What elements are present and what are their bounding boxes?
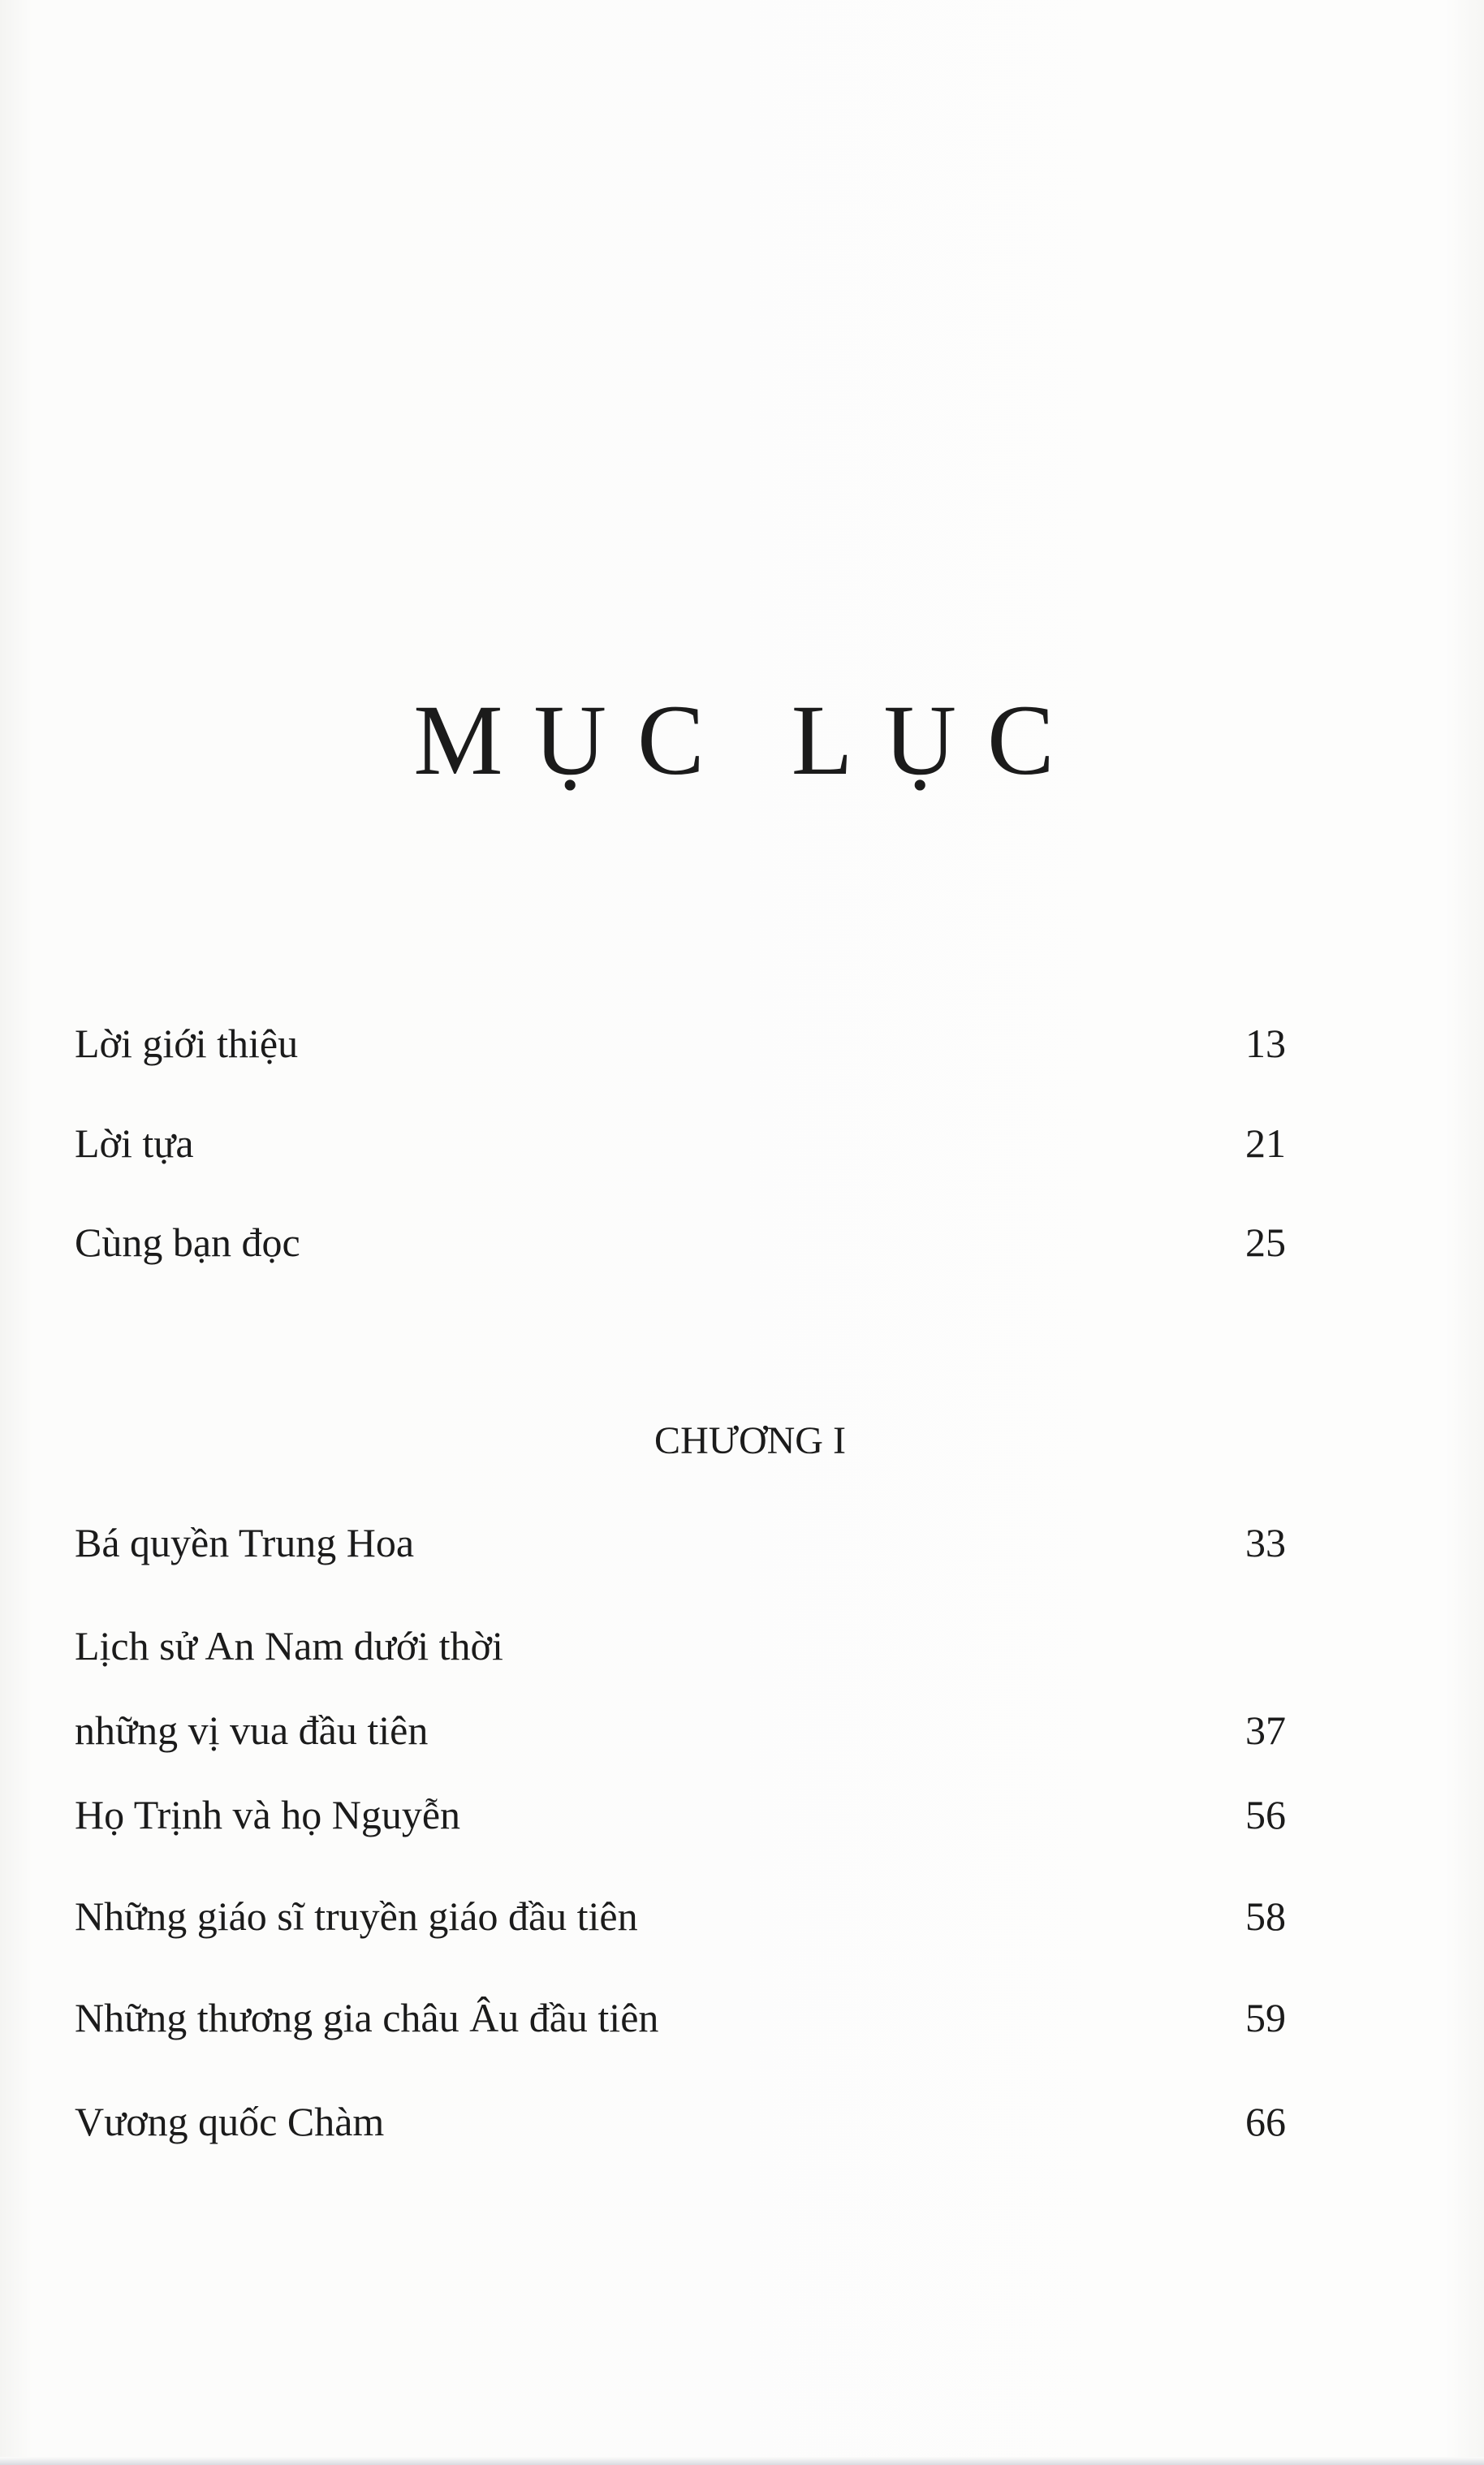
toc-entry-label: Những giáo sĩ truyền giáo đầu tiên [75, 1893, 638, 1939]
toc-entry [75, 1993, 1286, 2042]
chapter-heading: CHƯƠNG I [654, 1419, 846, 1462]
toc-entry-page: 56 [1245, 1792, 1286, 1837]
toc-entry [75, 1790, 1286, 1839]
toc-entry [75, 1604, 1286, 1772]
toc-entry-page: 59 [1245, 1995, 1286, 2040]
toc-entry-page: 33 [1245, 1520, 1286, 1565]
toc-entry [75, 1218, 1286, 1267]
toc-entry-label: Lời giới thiệu [75, 1021, 299, 1066]
page-bottom-edge [0, 2457, 1484, 2465]
toc-entry-label [75, 1604, 503, 1772]
toc-entry [75, 1019, 1286, 1068]
toc-entry-page: 66 [1245, 2099, 1286, 2144]
toc-entry-page: 58 [1245, 1893, 1286, 1939]
toc-entry-page: 37 [1245, 1707, 1286, 1753]
toc-entry-page: 13 [1245, 1021, 1286, 1066]
toc-entry-page: 21 [1245, 1120, 1286, 1166]
toc-entry-label-line1: Lịch sử An Nam dưới thời [75, 1623, 503, 1669]
toc-entry-label-line2: những vị vua đầu tiên [75, 1707, 429, 1753]
toc-entry-page: 25 [1245, 1220, 1286, 1265]
toc-entry [75, 1119, 1286, 1168]
toc-entry-label: Bá quyền Trung Hoa [75, 1520, 415, 1565]
toc-entry-label: Cùng bạn đọc [75, 1220, 300, 1265]
toc-entry-label: Vương quốc Chàm [75, 2099, 385, 2144]
page-title: MỤC LỤC [413, 684, 1085, 796]
toc-entry [75, 1518, 1286, 1567]
toc-entry-label: Những thương gia châu Âu đầu tiên [75, 1995, 659, 2040]
toc-entry-label: Họ Trịnh và họ Nguyễn [75, 1792, 461, 1837]
toc-entry [75, 2097, 1286, 2146]
toc-entry-label: Lời tựa [75, 1120, 194, 1166]
toc-entry [75, 1892, 1286, 1940]
